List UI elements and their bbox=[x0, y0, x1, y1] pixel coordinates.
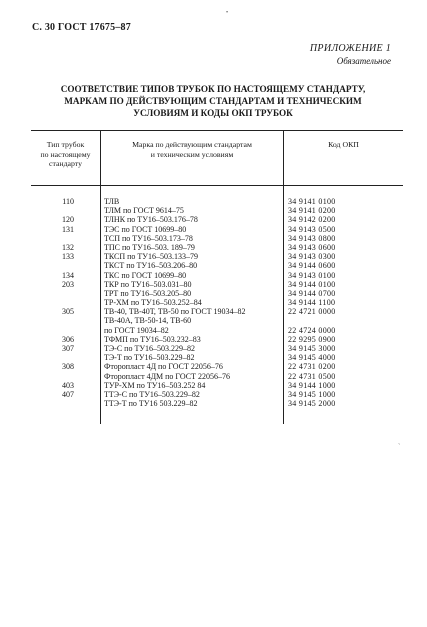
table-row bbox=[0, 261, 427, 270]
brand-name: ТЭС по ГОСТ 10699–80 bbox=[104, 224, 187, 234]
okp-code: 34 9144 1000 bbox=[288, 380, 336, 390]
okp-code: 34 9145 2000 bbox=[288, 399, 336, 409]
table-row bbox=[0, 344, 427, 353]
brand-name: ТФМП по ТУ16–503.232–83 bbox=[104, 334, 201, 344]
type-code: 403 bbox=[62, 380, 74, 390]
okp-code: 34 9145 3000 bbox=[288, 344, 336, 353]
table-row bbox=[0, 206, 427, 215]
header-brand-line: Марка по действующим стандартам bbox=[132, 140, 252, 149]
type-code: 131 bbox=[62, 224, 74, 234]
table-row bbox=[0, 215, 427, 224]
type-code: 203 bbox=[62, 279, 74, 289]
okp-code: 22 4731 0200 bbox=[288, 362, 336, 372]
okp-code: 34 9141 0100 bbox=[288, 197, 336, 206]
okp-code: 34 9143 0500 bbox=[288, 224, 336, 234]
table-row bbox=[0, 390, 427, 399]
header-okp-line: Код ОКП bbox=[328, 140, 359, 149]
table-top-border bbox=[31, 130, 403, 131]
table-body bbox=[0, 197, 427, 408]
brand-name: ТКР по ТУ16–503.031–80 bbox=[104, 279, 192, 289]
type-code: 407 bbox=[62, 389, 74, 399]
table-row bbox=[0, 197, 427, 206]
header-okp bbox=[284, 140, 403, 150]
brand-name: ТРТ по ТУ16–503.205–80 bbox=[104, 288, 192, 298]
table-row bbox=[0, 298, 427, 307]
brand-name: ТУР-ХМ по ТУ16–503.252 84 bbox=[104, 380, 206, 390]
table-row bbox=[0, 225, 427, 234]
brand-name: ТЛНК по ТУ16–503.176–78 bbox=[104, 215, 198, 225]
brand-name: ТТЭ-Т по ТУ16 503.229–82 bbox=[104, 399, 198, 409]
table-row bbox=[0, 372, 427, 381]
type-code: 134 bbox=[62, 270, 74, 280]
brand-name: ТЭ-С по ТУ16–503.229–82 bbox=[104, 344, 195, 353]
brand-name: ТВ-40, ТВ-40Т, ТВ-50 по ГОСТ 19034–82 bbox=[104, 307, 246, 317]
okp-code: 34 9144 0600 bbox=[288, 261, 336, 271]
title-line: СООТВЕТСТВИЕ ТИПОВ ТРУБОК ПО НАСТОЯЩЕМУ СТАНДАРТУ, bbox=[60, 84, 366, 94]
scan-speck: ˎ bbox=[398, 437, 401, 445]
brand-name: ТПС по ТУ16–503. 189–79 bbox=[104, 242, 195, 252]
brand-name: по ГОСТ 19034–82 bbox=[104, 325, 169, 335]
type-code: 133 bbox=[62, 252, 74, 262]
okp-code: 34 9141 0200 bbox=[288, 206, 336, 216]
brand-name: ТР-ХМ по ТУ16–503.252–84 bbox=[104, 298, 202, 308]
table-row bbox=[0, 335, 427, 344]
okp-code: 34 9144 0100 bbox=[288, 279, 336, 289]
table-row bbox=[0, 381, 427, 390]
table-row bbox=[0, 234, 427, 243]
okp-code: 22 4721 0000 bbox=[288, 307, 336, 317]
okp-code: 34 9143 0300 bbox=[288, 252, 336, 262]
header-type-line: стандарту bbox=[48, 159, 83, 168]
header-type-line: по настоящему bbox=[40, 149, 91, 159]
brand-name: Фторопласт 4Д по ГОСТ 22056–76 bbox=[104, 362, 223, 372]
okp-code: 34 9143 0800 bbox=[288, 233, 336, 243]
okp-code: 22 4724 0000 bbox=[288, 325, 336, 335]
title-line: УСЛОВИЯМ И КОДЫ ОКП ТРУБОК bbox=[133, 108, 293, 118]
header-type-line: Тип трубок bbox=[46, 140, 85, 149]
table-row bbox=[0, 362, 427, 371]
brand-name: ТТЭ-С по ТУ16–503.229–82 bbox=[104, 389, 200, 399]
okp-code: 34 9144 0700 bbox=[288, 288, 336, 298]
appendix-note: Обязательное bbox=[336, 56, 391, 66]
brand-name: ТЛМ по ГОСТ 9614–75 bbox=[104, 206, 184, 216]
brand-name: ТКСП по ТУ16–503.133–79 bbox=[104, 252, 198, 262]
table-row bbox=[0, 271, 427, 280]
scan-speck: • bbox=[226, 10, 229, 16]
table-row bbox=[0, 243, 427, 252]
okp-code: 34 9142 0200 bbox=[288, 215, 336, 225]
type-code: 305 bbox=[62, 307, 74, 317]
appendix-block bbox=[310, 43, 391, 67]
type-code: 307 bbox=[62, 344, 74, 353]
brand-name: ТЛВ bbox=[104, 197, 120, 206]
header-type bbox=[31, 140, 100, 169]
okp-code: 22 4731 0500 bbox=[288, 371, 336, 381]
brand-name: ТВ-40А, ТВ-50-14, ТВ-60 bbox=[104, 316, 192, 326]
okp-code: 34 9143 0600 bbox=[288, 242, 336, 252]
table-row bbox=[0, 316, 427, 325]
header-brand bbox=[101, 140, 283, 159]
table-row bbox=[0, 280, 427, 289]
table-row bbox=[0, 252, 427, 261]
okp-code: 34 9145 4000 bbox=[288, 353, 336, 363]
brand-name: ТЭ-Т по ТУ16–503.229–82 bbox=[104, 353, 195, 363]
document-title bbox=[20, 83, 406, 119]
table-header-divider bbox=[31, 185, 403, 186]
type-code: 120 bbox=[62, 215, 74, 225]
table-row bbox=[0, 289, 427, 298]
brand-name: Фторопласт 4ДМ по ГОСТ 22056–76 bbox=[104, 371, 230, 381]
type-code: 306 bbox=[62, 334, 74, 344]
okp-code: 22 9295 0900 bbox=[288, 334, 336, 344]
okp-code: 34 9144 1100 bbox=[288, 298, 336, 308]
header-brand-line: и техническим условиям bbox=[150, 149, 234, 159]
appendix-label: ПРИЛОЖЕНИЕ 1 bbox=[309, 43, 391, 54]
page-header: С. 30 ГОСТ 17675–87 bbox=[32, 22, 131, 33]
table-row bbox=[0, 307, 427, 316]
okp-code: 34 9145 1000 bbox=[288, 389, 336, 399]
type-code: 110 bbox=[62, 197, 74, 206]
type-code: 132 bbox=[62, 242, 74, 252]
okp-code: 34 9143 0100 bbox=[288, 270, 336, 280]
type-code: 308 bbox=[62, 362, 74, 372]
table-row bbox=[0, 399, 427, 408]
table-row bbox=[0, 353, 427, 362]
table-row bbox=[0, 326, 427, 335]
brand-name: ТКС по ГОСТ 10699–80 bbox=[104, 270, 187, 280]
brand-name: ТКСТ по ТУ16–503.206–80 bbox=[104, 261, 198, 271]
title-line: МАРКАМ ПО ДЕЙСТВУЮЩИМ СТАНДАРТАМ И ТЕХНИЧЕСКИМ bbox=[64, 96, 362, 106]
brand-name: ТСП по ТУ16–503.173–78 bbox=[104, 233, 193, 243]
